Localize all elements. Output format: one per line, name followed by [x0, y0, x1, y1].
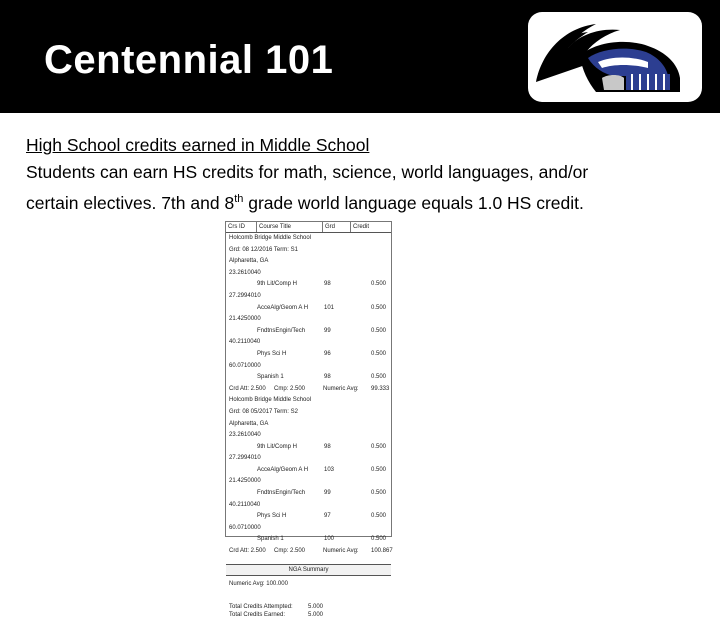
- slide-body: [26, 132, 706, 217]
- row-grade: 100: [324, 536, 335, 543]
- row-course-title: Spanish 1: [257, 536, 284, 543]
- transcript-row: [226, 291, 391, 303]
- transcript-row: [226, 314, 391, 326]
- row-crs-id: Holcomb Bridge Middle School: [229, 235, 312, 241]
- transcript-row: [226, 430, 391, 442]
- knight-logo-icon: [528, 12, 702, 102]
- row-crs-id: 27.2994010: [229, 455, 261, 462]
- earned-label: Total Credits Earned:: [229, 611, 286, 618]
- transcript-row: [226, 419, 391, 431]
- transcript-row: [226, 245, 391, 257]
- col-grd: Grd: [323, 222, 351, 232]
- transcript-row: [226, 337, 391, 349]
- row-crs-id: 27.2994010: [229, 292, 261, 299]
- col-crs-id: Crs ID: [226, 222, 257, 232]
- row-crs-id: Grd: 08 12/2016 Term: S1: [229, 246, 298, 253]
- transcript-row: [226, 233, 391, 245]
- transcript-row: [226, 546, 391, 558]
- row-crs-id: 23.2610040: [229, 432, 261, 439]
- transcript-row: [226, 384, 391, 396]
- row-grade: 101: [324, 304, 335, 311]
- row-crs-id: Grd: 08 05/2017 Term: S2: [229, 408, 298, 415]
- col-credit: Credit: [353, 224, 370, 230]
- transcript-rows: [226, 233, 391, 558]
- transcript-row: [226, 395, 391, 407]
- row-course-title: Cmp: 2.500: [274, 385, 306, 392]
- row-crs-id: Crd Att: 2.500: [229, 385, 266, 392]
- row-crs-id: Alpharetta, GA: [229, 258, 269, 265]
- row-course-title: Phys Sci H: [257, 350, 287, 357]
- row-grade: 97: [324, 513, 331, 520]
- row-crs-id: 21.4250000: [229, 316, 261, 323]
- row-credit: 0.500: [371, 466, 387, 473]
- row-credit: 99.333: [371, 385, 390, 392]
- row-grade: Numeric Avg:: [323, 548, 359, 555]
- summary-title: NGA Summary: [226, 564, 391, 576]
- row-course-title: 9th Lit/Comp H: [257, 281, 298, 288]
- body-line-1: Students can earn HS credits for math, science, world languages, and/or: [26, 162, 589, 182]
- transcript-row: [226, 511, 391, 523]
- row-course-title: AcceAlg/Geom A H: [257, 466, 309, 473]
- transcript-row: [226, 500, 391, 512]
- row-crs-id: 40.2110040: [229, 501, 261, 508]
- row-course-title: FndtnsEngin/Tech: [257, 490, 306, 497]
- transcript-row: [226, 465, 391, 477]
- body-line-2-start: certain electives. 7th and 8: [26, 192, 235, 213]
- transcript-row: [226, 303, 391, 315]
- row-crs-id: 60.0710000: [229, 362, 261, 369]
- body-line-2: [26, 186, 706, 217]
- transcript-row: [226, 534, 391, 546]
- row-credit: 0.500: [371, 443, 387, 450]
- transcript-image: [225, 221, 393, 618]
- row-crs-id: Holcomb Bridge Middle School: [229, 397, 312, 404]
- row-credit: 0.500: [371, 513, 387, 520]
- transcript-row: [226, 326, 391, 338]
- transcript-row: [226, 279, 391, 291]
- row-credit: 0.500: [371, 374, 387, 381]
- row-credit: 0.500: [371, 350, 387, 357]
- row-crs-id: Crd Att: 2.500: [229, 548, 266, 555]
- ordinal-suffix: th: [234, 193, 244, 205]
- slide-header: [0, 0, 720, 113]
- row-credit: 0.500: [371, 536, 387, 543]
- row-course-title: AcceAlg/Geom A H: [257, 304, 309, 311]
- row-crs-id: Alpharetta, GA: [229, 420, 269, 427]
- transcript-row: [226, 523, 391, 535]
- row-course-title: Spanish 1: [257, 374, 284, 381]
- row-credit: 100.867: [371, 548, 393, 555]
- row-course-title: Cmp: 2.500: [274, 548, 306, 555]
- transcript-row: [226, 256, 391, 268]
- col-course-title: Course Title: [257, 222, 323, 232]
- summary-numeric-avg: Numeric Avg: 100.000: [229, 580, 288, 587]
- summary-block: [226, 576, 391, 622]
- transcript-row: [226, 372, 391, 384]
- transcript-header-row: [226, 222, 391, 233]
- row-grade: 98: [324, 374, 331, 381]
- row-course-title: 9th Lit/Comp H: [257, 443, 298, 450]
- row-grade: 98: [324, 281, 331, 288]
- row-crs-id: 21.4250000: [229, 478, 261, 485]
- transcript-row: [226, 349, 391, 361]
- slide-title: Centennial 101: [44, 38, 334, 82]
- row-crs-id: 40.2110040: [229, 339, 261, 346]
- body-line-2-end: grade world language equals 1.0 HS credit.: [243, 192, 584, 213]
- summary-attempted: [229, 603, 388, 611]
- transcript-row: [226, 453, 391, 465]
- transcript-row: [226, 442, 391, 454]
- attempted-label: Total Credits Attempted:: [229, 603, 293, 610]
- row-grade: 99: [324, 490, 331, 497]
- centennial-knight-logo: [528, 12, 702, 102]
- row-credit: 0.500: [371, 490, 387, 497]
- row-credit: 0.500: [371, 304, 387, 311]
- transcript-row: [226, 268, 391, 280]
- summary-earned: [229, 611, 388, 619]
- row-grade: 99: [324, 327, 331, 334]
- row-credit: 0.500: [371, 327, 387, 334]
- row-grade: 96: [324, 350, 331, 357]
- row-course-title: FndtnsEngin/Tech: [257, 327, 306, 334]
- earned-value: 5.000: [308, 611, 324, 618]
- transcript-row: [226, 476, 391, 488]
- row-crs-id: 23.2610040: [229, 269, 261, 276]
- row-credit: 0.500: [371, 281, 387, 288]
- row-grade: 98: [324, 443, 331, 450]
- transcript-row: [226, 488, 391, 500]
- row-crs-id: 60.0710000: [229, 524, 261, 531]
- transcript-row: [226, 407, 391, 419]
- row-grade: 103: [324, 466, 335, 473]
- section-heading: High School credits earned in Middle School: [26, 135, 370, 155]
- row-grade: Numeric Avg:: [323, 385, 359, 392]
- attempted-value: 5.000: [308, 603, 324, 610]
- transcript-row: [226, 361, 391, 373]
- row-course-title: Phys Sci H: [257, 513, 287, 520]
